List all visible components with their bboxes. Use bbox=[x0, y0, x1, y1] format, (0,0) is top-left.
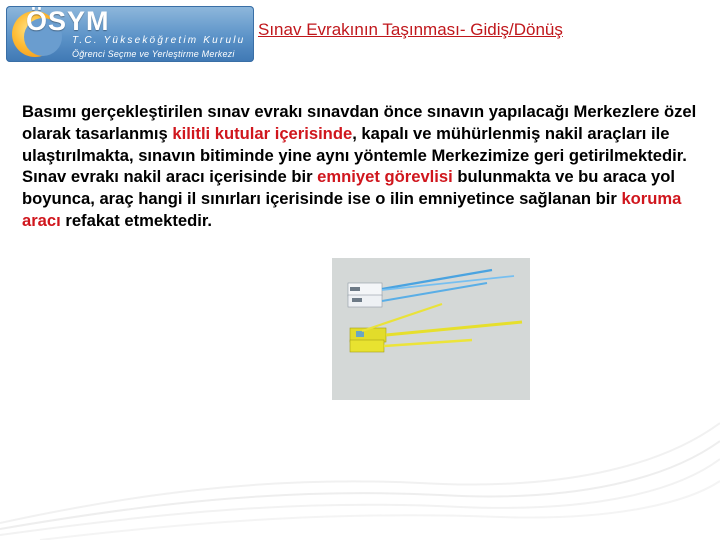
osym-logo bbox=[6, 6, 254, 62]
logo-name: ÖSYM bbox=[26, 6, 110, 36]
body-text-4: refakat etmektedir. bbox=[60, 210, 213, 230]
highlight-security-officer: emniyet görevlisi bbox=[317, 167, 453, 187]
highlight-escort-vehicle: koruma aracı bbox=[22, 189, 682, 230]
security-seals-photo bbox=[332, 258, 530, 400]
body-paragraph bbox=[22, 101, 712, 232]
logo-line-1: T.C. Yükseköğretim Kurulu bbox=[72, 35, 246, 46]
page-title: Sınav Evrakının Taşınması- Gidiş/Dönüş bbox=[258, 20, 563, 39]
body-text-2: , kapalı ve mühürlenmiş nakil araçları ile ulaştırılmakta, sınavın bitiminde yine aynı yöntemle Merkezimize geri getirilmektedir. Sınav evrakı nakil aracı içerisinde bir bbox=[22, 123, 687, 187]
body-text-1: Basımı gerçekleştirilen sınav evrakı sınavdan önce sınavın yapılacağı Merkezlere özel olarak tasarlanmış bbox=[22, 102, 697, 143]
logo-line-2: Öğrenci Seçme ve Yerleştirme Merkezi bbox=[72, 49, 235, 59]
highlight-locked-boxes: kilitli kutular içerisinde bbox=[172, 123, 353, 143]
decorative-swirl bbox=[0, 405, 720, 540]
body-text-3: bulunmakta ve bu araca yol boyunca, araç hangi il sınırları içerisinde ise o ilin emniyetince sağlanan bir bbox=[22, 167, 675, 209]
